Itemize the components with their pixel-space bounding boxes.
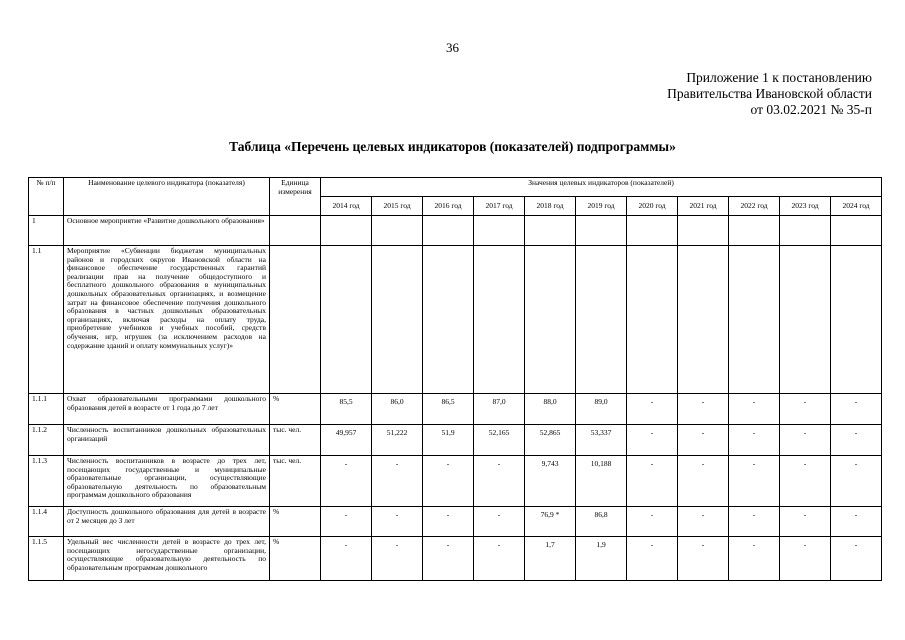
indicator-value: 87,0: [474, 394, 525, 425]
indicator-value: 86,5: [423, 394, 474, 425]
indicator-value: -: [423, 537, 474, 581]
indicator-value: -: [627, 394, 678, 425]
indicator-name: Охват образовательными программами дошкольного образования детей в возрасте от 1 года до 7 лет: [64, 394, 270, 425]
indicator-name: Численность воспитанников дошкольных образовательных организаций: [64, 425, 270, 456]
indicator-value: -: [780, 394, 831, 425]
indicator-value: -: [372, 507, 423, 537]
indicator-value: -: [831, 537, 882, 581]
indicator-value: -: [831, 425, 882, 456]
indicator-value: -: [423, 507, 474, 537]
appendix-note: [667, 70, 872, 118]
appendix-line-1: Приложение 1 к постановлению: [686, 70, 872, 85]
indicator-value: [729, 216, 780, 246]
indicator-value: -: [372, 537, 423, 581]
indicator-unit: [270, 246, 321, 394]
header-year: 2014 год: [321, 197, 372, 216]
header-year: 2024 год: [831, 197, 882, 216]
indicators-table: [28, 177, 882, 581]
indicator-unit: %: [270, 394, 321, 425]
header-year: 2016 год: [423, 197, 474, 216]
row-number: 1.1.2: [29, 425, 64, 456]
indicator-value: [627, 246, 678, 394]
indicator-value: [474, 216, 525, 246]
indicator-value: -: [729, 507, 780, 537]
table-row: [29, 394, 882, 425]
header-year: 2023 год: [780, 197, 831, 216]
row-number: 1.1.5: [29, 537, 64, 581]
indicator-value: 86,8: [576, 507, 627, 537]
header-unit: Единица измерения: [270, 178, 321, 216]
row-number: 1.1.3: [29, 456, 64, 507]
header-year: 2020 год: [627, 197, 678, 216]
indicator-value: -: [627, 456, 678, 507]
indicator-name: Численность воспитанников в возрасте до трех лет, посещающих государственные и муниципальные образовательные организации, осуществляющие образовательную деятельность по образовательным программам дошкольного образования: [64, 456, 270, 507]
indicator-value: -: [780, 507, 831, 537]
indicator-value: 89,0: [576, 394, 627, 425]
header-year: 2015 год: [372, 197, 423, 216]
indicator-value: [678, 216, 729, 246]
indicator-value: [423, 216, 474, 246]
indicator-value: 76,9 *: [525, 507, 576, 537]
header-name: Наименование целевого индикатора (показателя): [64, 178, 270, 216]
indicator-value: [321, 216, 372, 246]
indicator-value: 52,865: [525, 425, 576, 456]
table-row: [29, 537, 882, 581]
indicator-value: -: [831, 394, 882, 425]
indicator-value: [678, 246, 729, 394]
indicator-value: 85,5: [321, 394, 372, 425]
indicator-value: -: [678, 537, 729, 581]
indicator-value: -: [474, 537, 525, 581]
header-row-main: [29, 178, 882, 197]
indicator-value: [831, 216, 882, 246]
indicator-unit: [270, 216, 321, 246]
indicator-value: [372, 246, 423, 394]
page-number: 36: [446, 40, 459, 55]
indicator-value: [423, 246, 474, 394]
header-year: 2017 год: [474, 197, 525, 216]
row-number: 1: [29, 216, 64, 246]
indicator-value: 10,188: [576, 456, 627, 507]
indicator-value: -: [678, 507, 729, 537]
indicator-name: Доступность дошкольного образования для детей в возрасте от 2 месяцев до 3 лет: [64, 507, 270, 537]
header-values: Значения целевых индикаторов (показателей): [321, 178, 882, 197]
indicator-value: [576, 216, 627, 246]
indicator-value: 88,0: [525, 394, 576, 425]
indicator-value: -: [729, 537, 780, 581]
indicator-value: -: [729, 425, 780, 456]
indicator-value: -: [729, 456, 780, 507]
indicator-value: [321, 246, 372, 394]
header-year: 2021 год: [678, 197, 729, 216]
indicator-value: -: [831, 456, 882, 507]
indicator-value: -: [321, 456, 372, 507]
row-number: 1.1.1: [29, 394, 64, 425]
table-row: [29, 456, 882, 507]
indicator-unit: тыс. чел.: [270, 456, 321, 507]
indicator-value: -: [831, 507, 882, 537]
indicator-name: Удельный вес численности детей в возрасте до трех лет, посещающих негосударственные организации, осуществляющие образовательную деятельность по образовательным программам дошкольного: [64, 537, 270, 581]
indicator-value: 49,957: [321, 425, 372, 456]
table-row: [29, 507, 882, 537]
indicator-value: -: [678, 456, 729, 507]
indicator-unit: %: [270, 537, 321, 581]
row-number: 1.1.4: [29, 507, 64, 537]
indicator-value: [780, 216, 831, 246]
indicator-value: 9,743: [525, 456, 576, 507]
indicator-value: 53,337: [576, 425, 627, 456]
header-year: 2019 год: [576, 197, 627, 216]
table-row: [29, 246, 882, 394]
indicator-value: [627, 216, 678, 246]
header-year: 2022 год: [729, 197, 780, 216]
table-row: [29, 425, 882, 456]
indicator-value: -: [627, 537, 678, 581]
indicator-value: -: [780, 456, 831, 507]
table-row: [29, 216, 882, 246]
appendix-line-3: от 03.02.2021 № 35-п: [750, 102, 872, 117]
header-year: 2018 год: [525, 197, 576, 216]
indicator-value: -: [474, 456, 525, 507]
indicator-value: -: [627, 507, 678, 537]
indicator-value: 51,9: [423, 425, 474, 456]
indicator-value: [729, 246, 780, 394]
row-number: 1.1: [29, 246, 64, 394]
indicator-value: -: [627, 425, 678, 456]
indicator-value: [372, 216, 423, 246]
indicator-name: Мероприятие «Субвенции бюджетам муниципальных районов и городских округов Ивановской области на финансовое обеспечение государственных гарантий реализации прав на получение общедоступного и бесплатного дошкольного образования в муниципальных дошкольных образовательных организациях, и возмещение затрат на финансовое обеспечение получения дошкольного образования в частных дошкольных образовательных организациях, включая расходы на оплату труда, приобретение учебников и учебных пособий, средств обучения, игр, игрушек (за исключением расходов на содержание зданий и оплату коммунальных услуг)»: [64, 246, 270, 394]
indicator-value: -: [321, 537, 372, 581]
indicator-value: -: [372, 456, 423, 507]
appendix-line-2: Правительства Ивановской области: [667, 86, 872, 101]
indicator-value: [831, 246, 882, 394]
indicator-value: -: [729, 394, 780, 425]
indicator-value: 52,165: [474, 425, 525, 456]
indicator-value: -: [780, 425, 831, 456]
indicator-value: -: [474, 507, 525, 537]
indicator-value: -: [678, 425, 729, 456]
indicator-value: -: [780, 537, 831, 581]
indicator-value: [525, 246, 576, 394]
indicator-unit: тыс. чел.: [270, 425, 321, 456]
indicator-name: Основное мероприятие «Развитие дошкольного образования»: [64, 216, 270, 246]
table-title: Таблица «Перечень целевых индикаторов (показателей) подпрограммы»: [229, 139, 676, 154]
indicator-value: [780, 246, 831, 394]
indicator-value: [576, 246, 627, 394]
header-num: № п/п: [29, 178, 64, 216]
indicator-value: -: [423, 456, 474, 507]
indicator-value: 51,222: [372, 425, 423, 456]
indicator-value: [474, 246, 525, 394]
indicator-unit: %: [270, 507, 321, 537]
indicator-value: -: [678, 394, 729, 425]
indicator-value: 1,7: [525, 537, 576, 581]
indicator-value: [525, 216, 576, 246]
indicator-value: 86,0: [372, 394, 423, 425]
indicator-value: -: [321, 507, 372, 537]
indicator-value: 1,9: [576, 537, 627, 581]
